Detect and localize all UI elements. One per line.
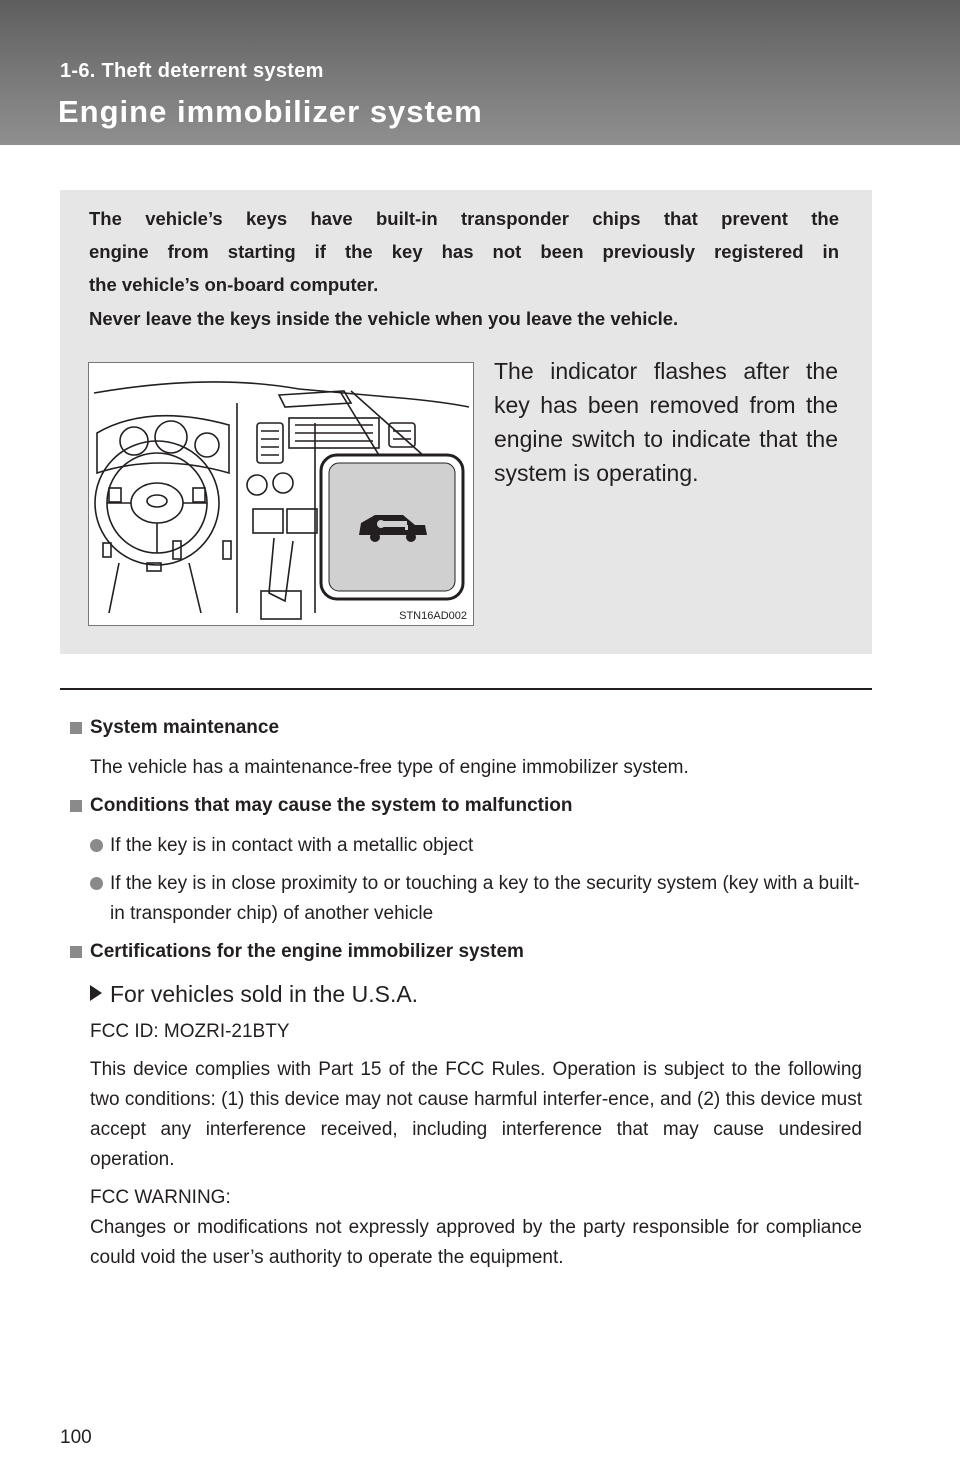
section-label: 1-6. Theft deterrent system [60,60,324,82]
circle-bullet-icon [90,877,103,890]
figure-code: STN16AD002 [399,610,467,622]
fcc-warning-label: FCC WARNING: [90,1187,231,1208]
maintenance-heading: System maintenance [70,713,862,743]
fcc-warning-text: Changes or modifications not expressly approved by the party responsible for compliance could void the user’s authority to operate the equipment. [90,1217,862,1268]
square-bullet-icon [70,722,82,734]
triangle-pointer-icon [90,985,102,1001]
dashboard-drawing [89,363,473,625]
intro-line: The vehicle’s keys have built-in transponder chips that prevent the [89,208,839,229]
key-warning: Never leave the keys inside the vehicle when you leave the vehicle. [89,308,679,329]
circle-bullet-icon [90,839,103,852]
maintenance-text: The vehicle has a maintenance-free type of engine immobilizer system. [90,757,689,778]
page-title: Engine immobilizer system [58,94,483,129]
square-bullet-icon [70,946,82,958]
usa-subheading: For vehicles sold in the U.S.A. [70,977,862,1011]
list-item: If the key is in contact with a metallic object [70,831,862,861]
certifications-heading: Certifications for the engine immobilizer system [70,937,862,967]
dashboard-illustration [88,362,474,626]
intro-box [60,190,872,654]
divider [60,688,872,690]
intro-line: engine from starting if the key has not been previously registered in [89,241,839,262]
fcc-compliance-text: This device complies with Part 15 of the FCC Rules. Operation is subject to the following two conditions: (1) this device may not cause harmful interfer-ence, and (2) this device must accept any interference received, including interference that may cause undesired operation. [90,1059,862,1170]
main-content [70,713,862,1273]
intro-line: the vehicle’s on-board computer. [89,274,379,295]
figure-caption: The indicator flashes after the key has been removed from the engine switch to indicate that the system is operating. [494,358,838,486]
intro-text [89,202,839,301]
fcc-id: FCC ID: MOZRI-21BTY [90,1021,290,1042]
conditions-heading: Conditions that may cause the system to malfunction [70,791,862,821]
page-header [0,0,960,145]
list-item: If the key is in close proximity to or touching a key to the security system (key with a built-in transponder chip) of another vehicle [70,869,862,929]
page-number: 100 [60,1427,92,1448]
square-bullet-icon [70,800,82,812]
